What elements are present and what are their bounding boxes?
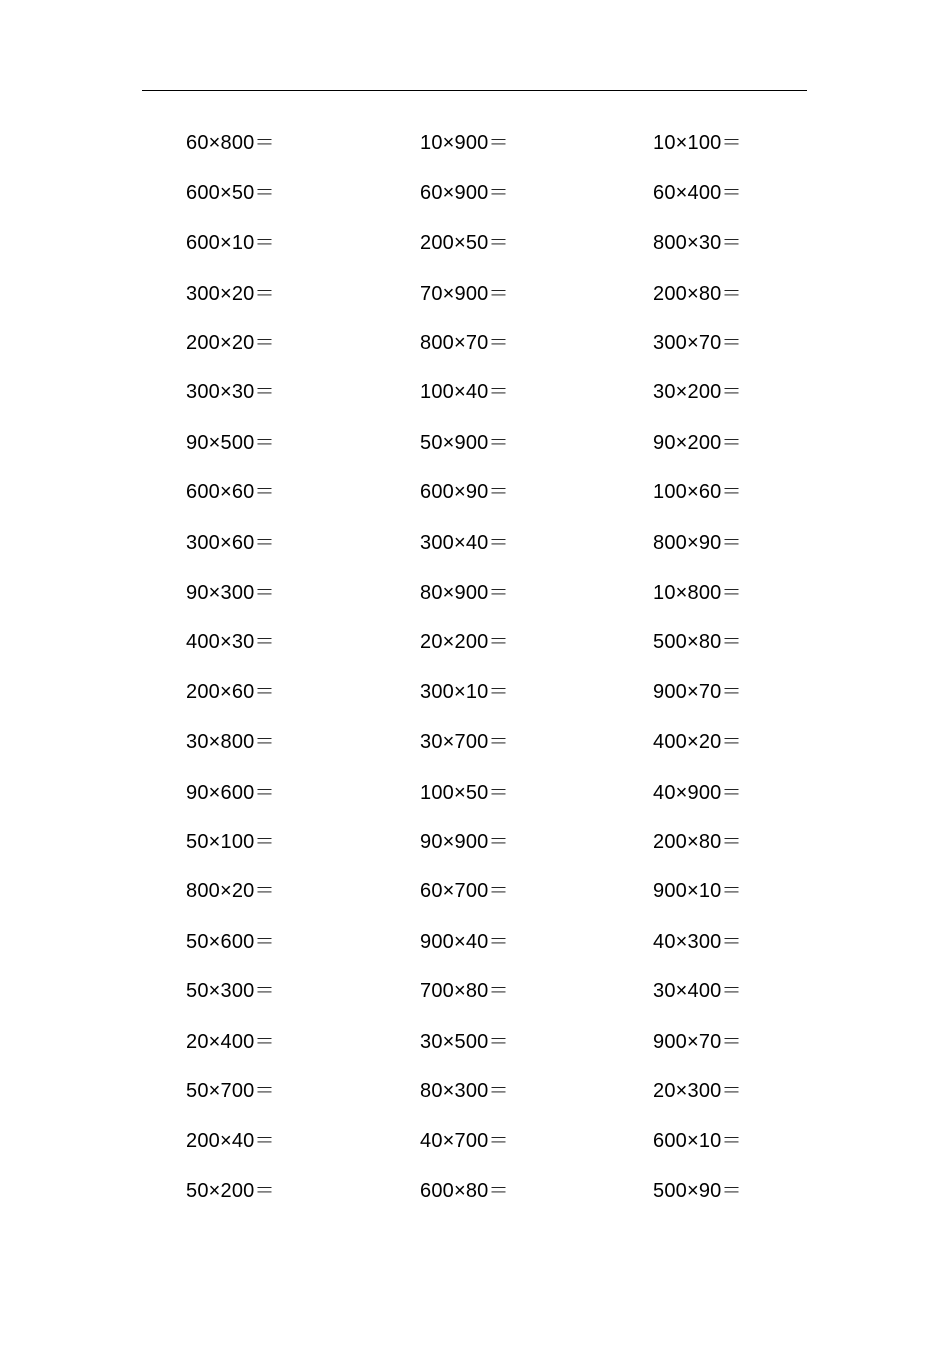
multiplication-problem: 50×900＝ [420,432,509,454]
multiplication-problem: 90×500＝ [186,432,275,454]
multiplication-problem: 900×70＝ [653,1031,742,1053]
multiplication-problem: 300×60＝ [186,532,275,554]
multiplication-problem: 20×300＝ [653,1080,742,1102]
multiplication-problem: 300×40＝ [420,532,509,554]
multiplication-problem: 900×40＝ [420,931,509,953]
multiplication-problem: 60×700＝ [420,880,509,902]
multiplication-problem: 90×900＝ [420,831,509,853]
multiplication-problem: 80×300＝ [420,1080,509,1102]
multiplication-problem: 90×600＝ [186,782,275,804]
multiplication-problem: 100×60＝ [653,481,742,503]
multiplication-problem: 50×200＝ [186,1180,275,1202]
multiplication-problem: 70×900＝ [420,283,509,305]
multiplication-problem: 800×70＝ [420,332,509,354]
multiplication-problem: 100×50＝ [420,782,509,804]
multiplication-problem: 30×400＝ [653,980,742,1002]
multiplication-problem: 800×20＝ [186,880,275,902]
multiplication-problem: 400×30＝ [186,631,275,653]
multiplication-problem: 200×60＝ [186,681,275,703]
multiplication-problem: 200×50＝ [420,232,509,254]
multiplication-problem: 10×100＝ [653,132,742,154]
multiplication-problem: 300×20＝ [186,283,275,305]
multiplication-problem: 300×30＝ [186,381,275,403]
multiplication-problem: 40×300＝ [653,931,742,953]
multiplication-problem: 900×70＝ [653,681,742,703]
multiplication-problem: 600×60＝ [186,481,275,503]
multiplication-problem: 200×40＝ [186,1130,275,1152]
multiplication-problem: 600×10＝ [653,1130,742,1152]
multiplication-problem: 60×900＝ [420,182,509,204]
multiplication-problem: 30×700＝ [420,731,509,753]
multiplication-problem: 500×90＝ [653,1180,742,1202]
multiplication-problem: 400×20＝ [653,731,742,753]
multiplication-problem: 60×800＝ [186,132,275,154]
multiplication-problem: 10×800＝ [653,582,742,604]
multiplication-problem: 900×10＝ [653,880,742,902]
multiplication-problem: 50×600＝ [186,931,275,953]
multiplication-problem: 300×10＝ [420,681,509,703]
multiplication-problem: 100×40＝ [420,381,509,403]
multiplication-problem: 500×80＝ [653,631,742,653]
multiplication-problem: 90×300＝ [186,582,275,604]
multiplication-problem: 200×80＝ [653,831,742,853]
multiplication-problem: 300×70＝ [653,332,742,354]
multiplication-problem: 50×300＝ [186,980,275,1002]
multiplication-problem: 20×200＝ [420,631,509,653]
multiplication-problem: 10×900＝ [420,132,509,154]
multiplication-problem: 30×800＝ [186,731,275,753]
multiplication-problem: 700×80＝ [420,980,509,1002]
multiplication-problem: 80×900＝ [420,582,509,604]
multiplication-problem: 40×700＝ [420,1130,509,1152]
multiplication-problem: 50×700＝ [186,1080,275,1102]
multiplication-problem: 600×90＝ [420,481,509,503]
multiplication-problem: 20×400＝ [186,1031,275,1053]
multiplication-problem: 60×400＝ [653,182,742,204]
multiplication-problem: 200×20＝ [186,332,275,354]
multiplication-problem: 40×900＝ [653,782,742,804]
multiplication-problem: 600×50＝ [186,182,275,204]
multiplication-problem: 800×90＝ [653,532,742,554]
multiplication-problem: 200×80＝ [653,283,742,305]
multiplication-problem: 600×80＝ [420,1180,509,1202]
multiplication-problem: 800×30＝ [653,232,742,254]
multiplication-problem: 50×100＝ [186,831,275,853]
multiplication-problem: 600×10＝ [186,232,275,254]
multiplication-problem: 30×500＝ [420,1031,509,1053]
multiplication-problem: 30×200＝ [653,381,742,403]
multiplication-problem: 90×200＝ [653,432,742,454]
